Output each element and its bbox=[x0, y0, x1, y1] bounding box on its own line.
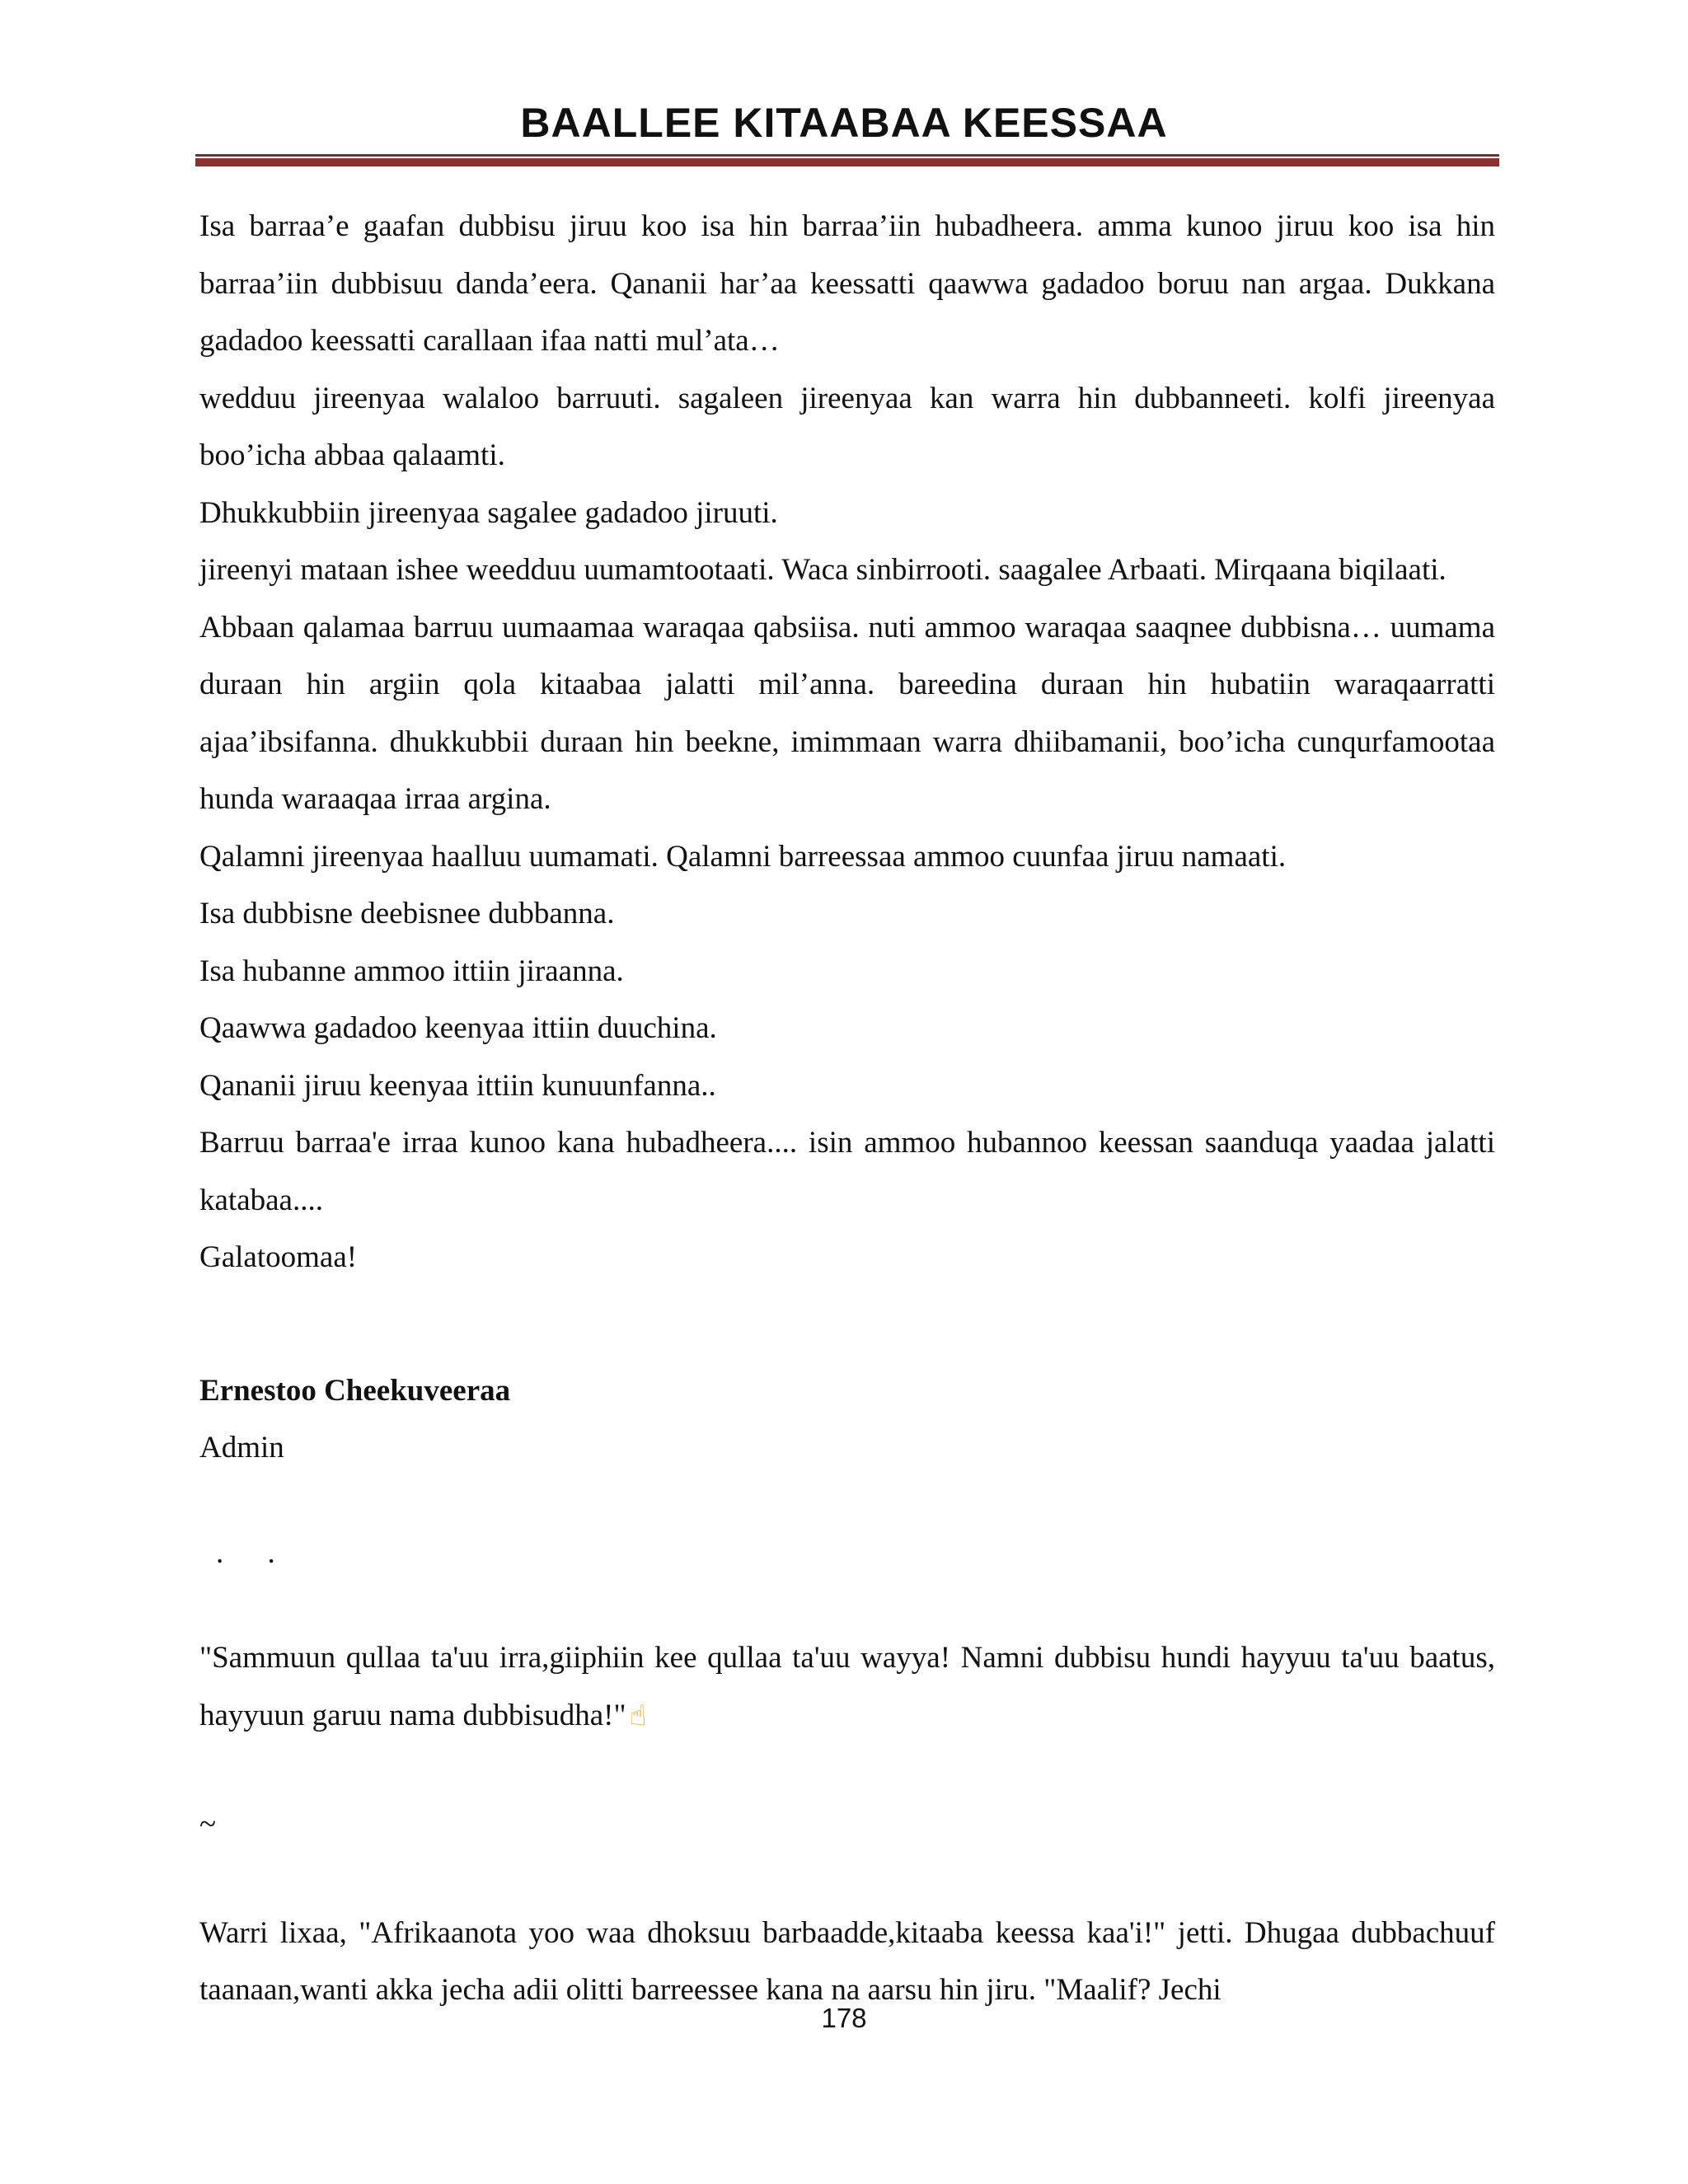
paragraph-6: Qalamni jireenyaa haalluu uumamati. Qalamni barreessaa ammoo cuunfaa jiruu namaati. bbox=[199, 839, 1287, 874]
spacer bbox=[199, 1854, 1495, 1905]
header-rule-thin bbox=[195, 154, 1499, 157]
paragraph-3: Dhukkubbiin jireenyaa sagalee gadadoo jiruuti. bbox=[199, 495, 778, 530]
page-header-title: BAALLEE KITAABAA KEESSAA bbox=[520, 100, 1168, 146]
paragraph-5: Abbaan qalamaa barruu uumaamaa waraqaa qabsiisa. nuti ammoo waraqaa saaqnee dubbisna… uumama duraan hin argiin qola kitaabaa jalatti mil’anna. bareedina duraan hin hubatiin waraqaarratti ajaa’ibsifanna. dhukkubbii duraan hin beekne, imimmaan warra dhiibamanii, boo’icha cunqurfamootaa hunda waraaqaa irraa argina. bbox=[199, 610, 1495, 816]
header-rule-thick bbox=[195, 158, 1499, 166]
quote-text: "Sammuun qullaa ta'uu irra,giiphiin kee qullaa ta'uu wayya! Namni dubbisu hundi hayyuu ta'uu baatus, hayyuun garuu nama dubbisudha!" bbox=[199, 1641, 1495, 1732]
quote-paragraph bbox=[199, 1629, 1495, 1745]
paragraph-1: Isa barraa’e gaafan dubbisu jiruu koo isa hin barraa’iin hubadheera. amma kunoo jiruu koo isa hin barraa’iin dubbisuu danda’eera. Qananii har’aa keessatti qaawwa gadadoo boruu nan argaa. Dukkana gadadoo keessatti carallaan ifaa natti mul’ata… bbox=[199, 209, 1495, 358]
closing-paragraph: Warri lixaa, "Afrikaanota yoo waa dhoksuu barbaadde,kitaaba keessa kaa'i!" jetti. Dhugaa dubbachuuf taanaan,wanti akka jecha adii olitti barreessee kana na aarsu hin jiru. "Maalif? Jechi bbox=[199, 1915, 1495, 2007]
spacer bbox=[199, 1745, 1495, 1796]
pointing-finger-icon: ☝ bbox=[629, 1699, 647, 1732]
paragraph-7: Isa dubbisne deebisnee dubbanna. bbox=[199, 897, 615, 930]
spacer bbox=[199, 1477, 1495, 1525]
paragraph-8: Isa hubanne ammoo ittiin jiraanna. bbox=[199, 954, 624, 988]
paragraph-10: Qananii jiruu keenyaa ittiin kunuunfanna.. bbox=[199, 1068, 716, 1103]
page-body bbox=[199, 198, 1495, 2019]
tilde-separator: ~ bbox=[199, 1807, 217, 1841]
separator-dots: . . bbox=[216, 1535, 293, 1570]
spacer bbox=[199, 1582, 1495, 1629]
signature-name: Ernestoo Cheekuveeraa bbox=[199, 1373, 511, 1408]
paragraph-4: jireenyi mataan ishee weedduu uumamtootaati. Waca sinbirrooti. saagalee Arbaati. Mirqaana biqilaati. bbox=[199, 553, 1447, 587]
spacer bbox=[199, 1286, 1495, 1362]
paragraph-9: Qaawwa gadadoo keenyaa ittiin duuchina. bbox=[199, 1011, 717, 1045]
page-number: 178 bbox=[821, 2003, 867, 2033]
paragraph-11: Barruu barraa'e irraa kunoo kana hubadheera.... isin ammoo hubannoo keessan saanduqa yaadaa jalatti katabaa.... bbox=[199, 1126, 1495, 1217]
paragraph-12: Galatoomaa! bbox=[199, 1240, 358, 1274]
paragraph-2: wedduu jireenyaa walaloo barruuti. sagaleen jireenyaa kan warra hin dubbanneeti. kolfi jireenyaa boo’icha abbaa qalaamti. bbox=[199, 381, 1495, 472]
signature-role: Admin bbox=[199, 1431, 284, 1465]
